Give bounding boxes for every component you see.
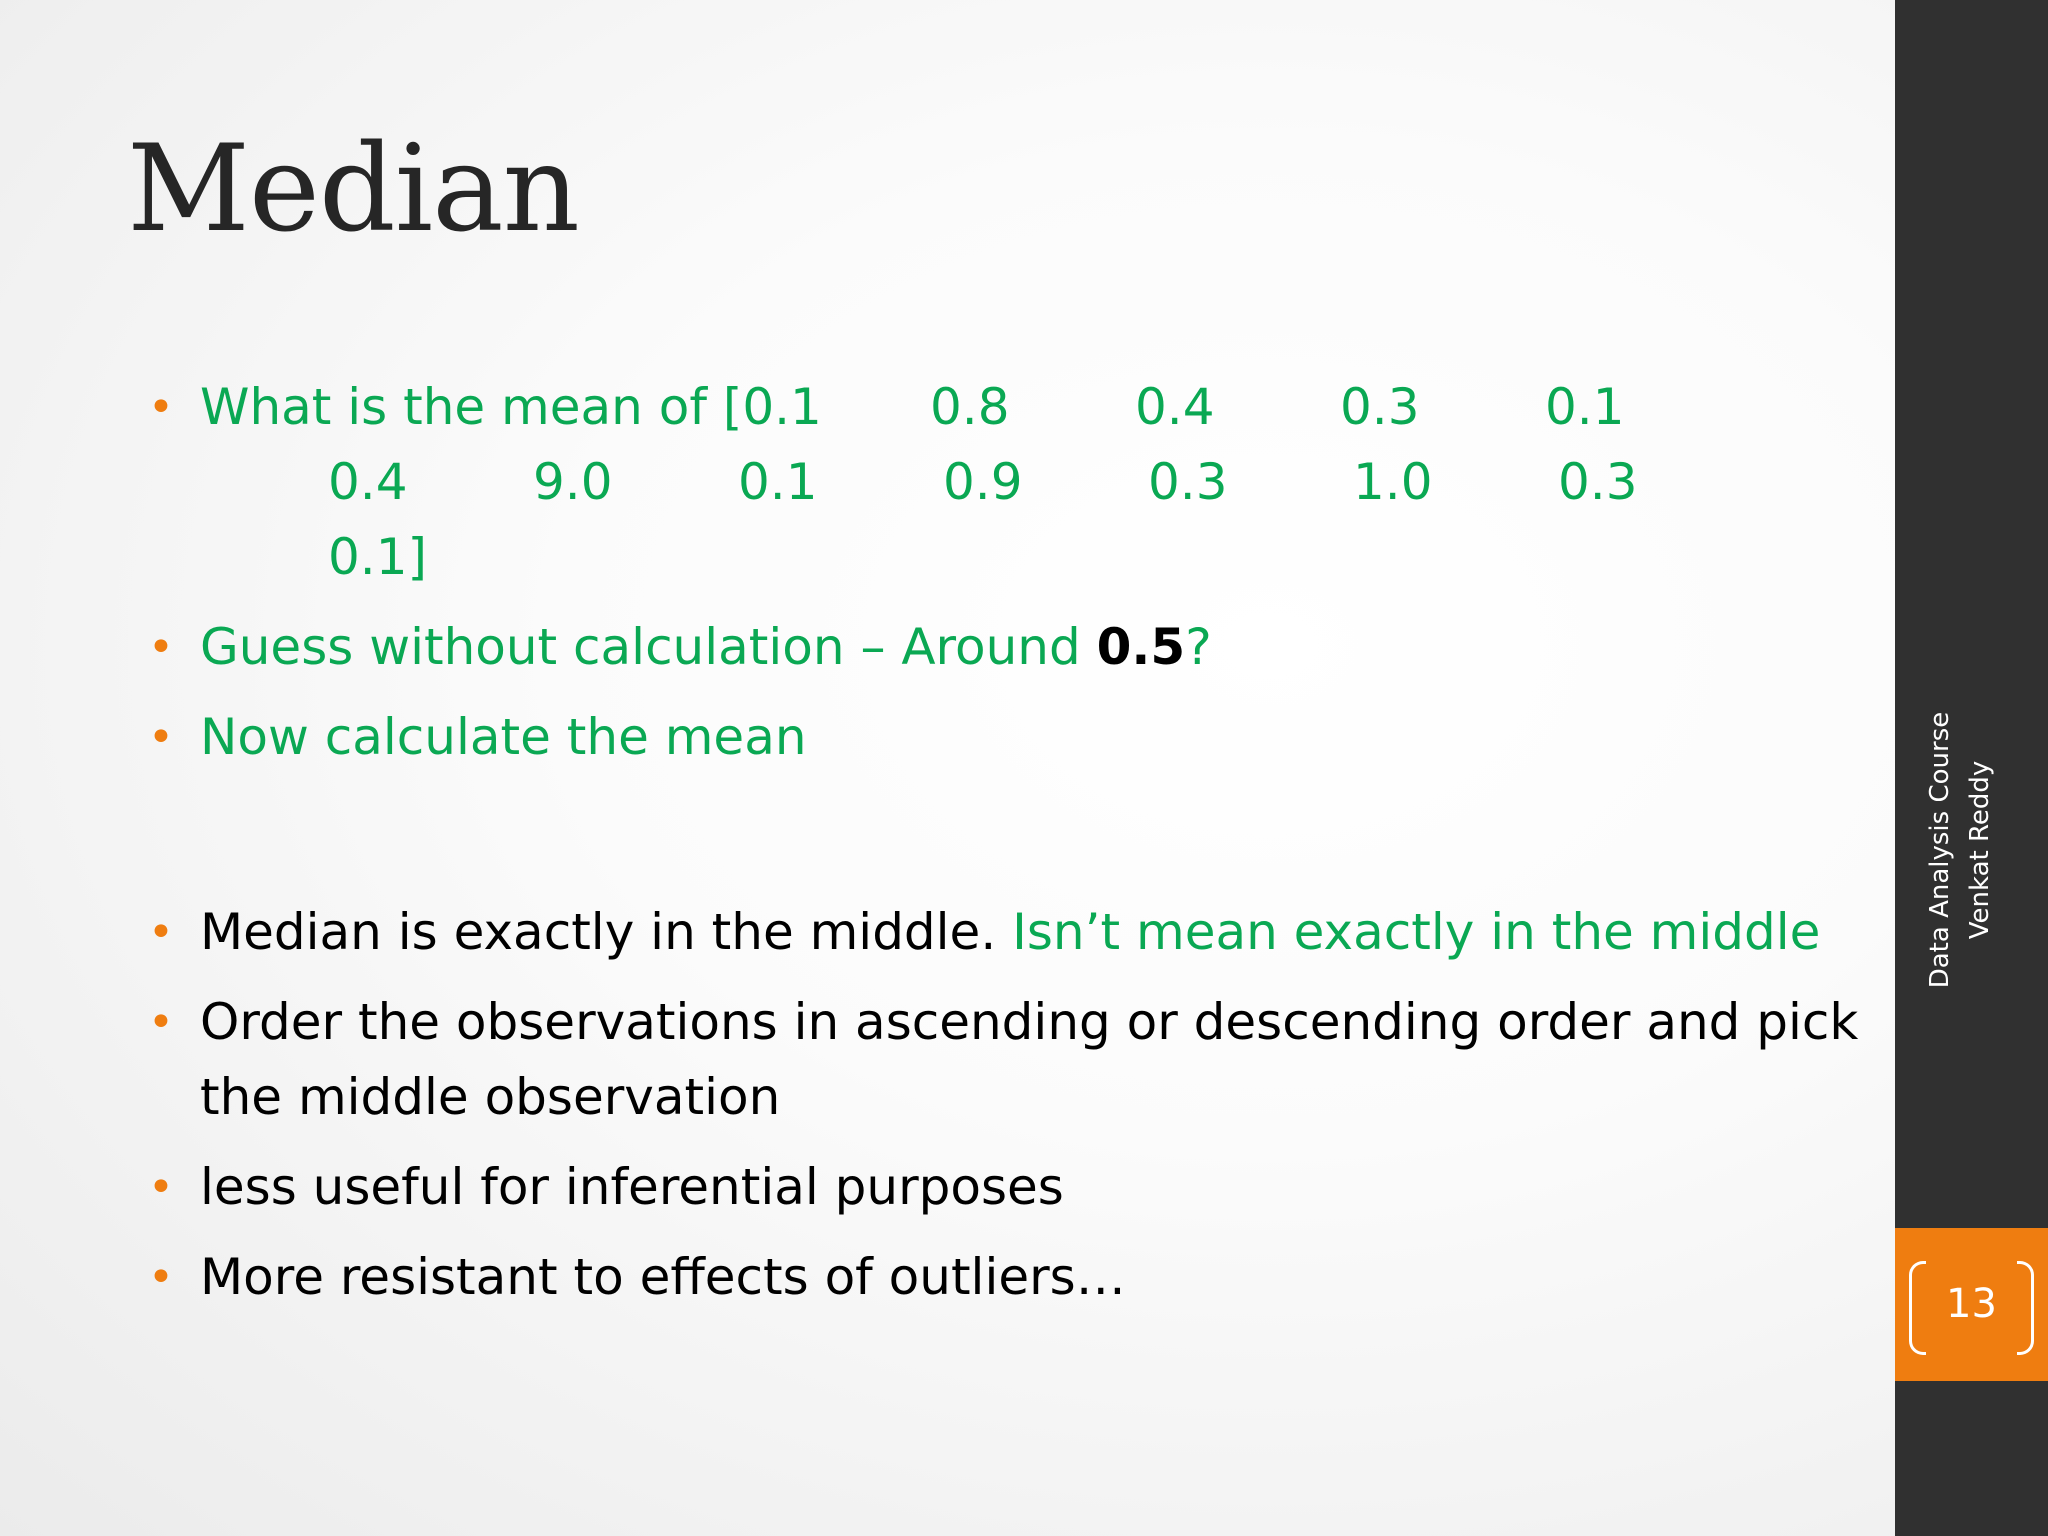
calculate-text: Now calculate the mean [200,708,807,766]
page-number: 13 [1946,1281,1997,1327]
bullet-dot: • [148,382,174,433]
guess-text: Guess without calculation – Around [200,618,1097,676]
question-lead: What is the mean of [0.1 [200,378,822,436]
question-value: 0.3 [1558,453,1638,511]
calculate-bullet [140,700,1860,775]
question-value: 0.4 [328,453,408,511]
bullet-dot: • [148,712,174,763]
median-bullet [140,895,1860,970]
resistant-text: More resistant to effects of outliers… [200,1248,1126,1306]
question-value: 0.3 [1148,453,1228,511]
question-value: 9.0 [533,453,613,511]
bullet-dot: • [148,1162,174,1213]
question-value: 0.9 [943,453,1023,511]
question-value: 0.1 [1545,378,1625,436]
question-bullet [140,370,1860,595]
median-question: Isn’t mean exactly in the middle [1012,903,1821,961]
question-row-2 [200,445,1860,520]
median-text: Median is exactly in the middle. [200,903,1013,961]
question-row-1 [200,370,1860,445]
slide-body [140,370,1860,1330]
question-value: 0.1 [738,453,818,511]
question-value: 0.1] [328,528,428,586]
bullet-dot: • [148,622,174,673]
question-value: 0.3 [1340,378,1420,436]
order-text: Order the observations in ascending or descending order and pick the middle observation [200,993,1859,1126]
footer-course: Data Analysis Course [1925,711,1955,989]
footer-author: Venkat Reddy [1965,760,1995,940]
bullet-dot: • [148,907,174,958]
footer-text [1920,650,2020,1050]
useful-bullet [140,1150,1860,1225]
guess-suffix: ? [1185,618,1212,676]
resistant-bullet [140,1240,1860,1315]
bullet-dot: • [148,997,174,1048]
question-text [200,370,1860,595]
slide-title: Median [127,120,579,259]
question-value: 1.0 [1353,453,1433,511]
spacer [140,790,1860,895]
guess-bullet [140,610,1860,685]
order-bullet [140,985,1860,1135]
page-number-box [1895,1228,2048,1381]
useful-text: less useful for inferential purposes [200,1158,1064,1216]
question-value: 0.8 [930,378,1010,436]
bullet-dot: • [148,1252,174,1303]
guess-value: 0.5 [1096,618,1186,676]
question-row-3 [200,520,1860,595]
question-value: 0.4 [1135,378,1215,436]
